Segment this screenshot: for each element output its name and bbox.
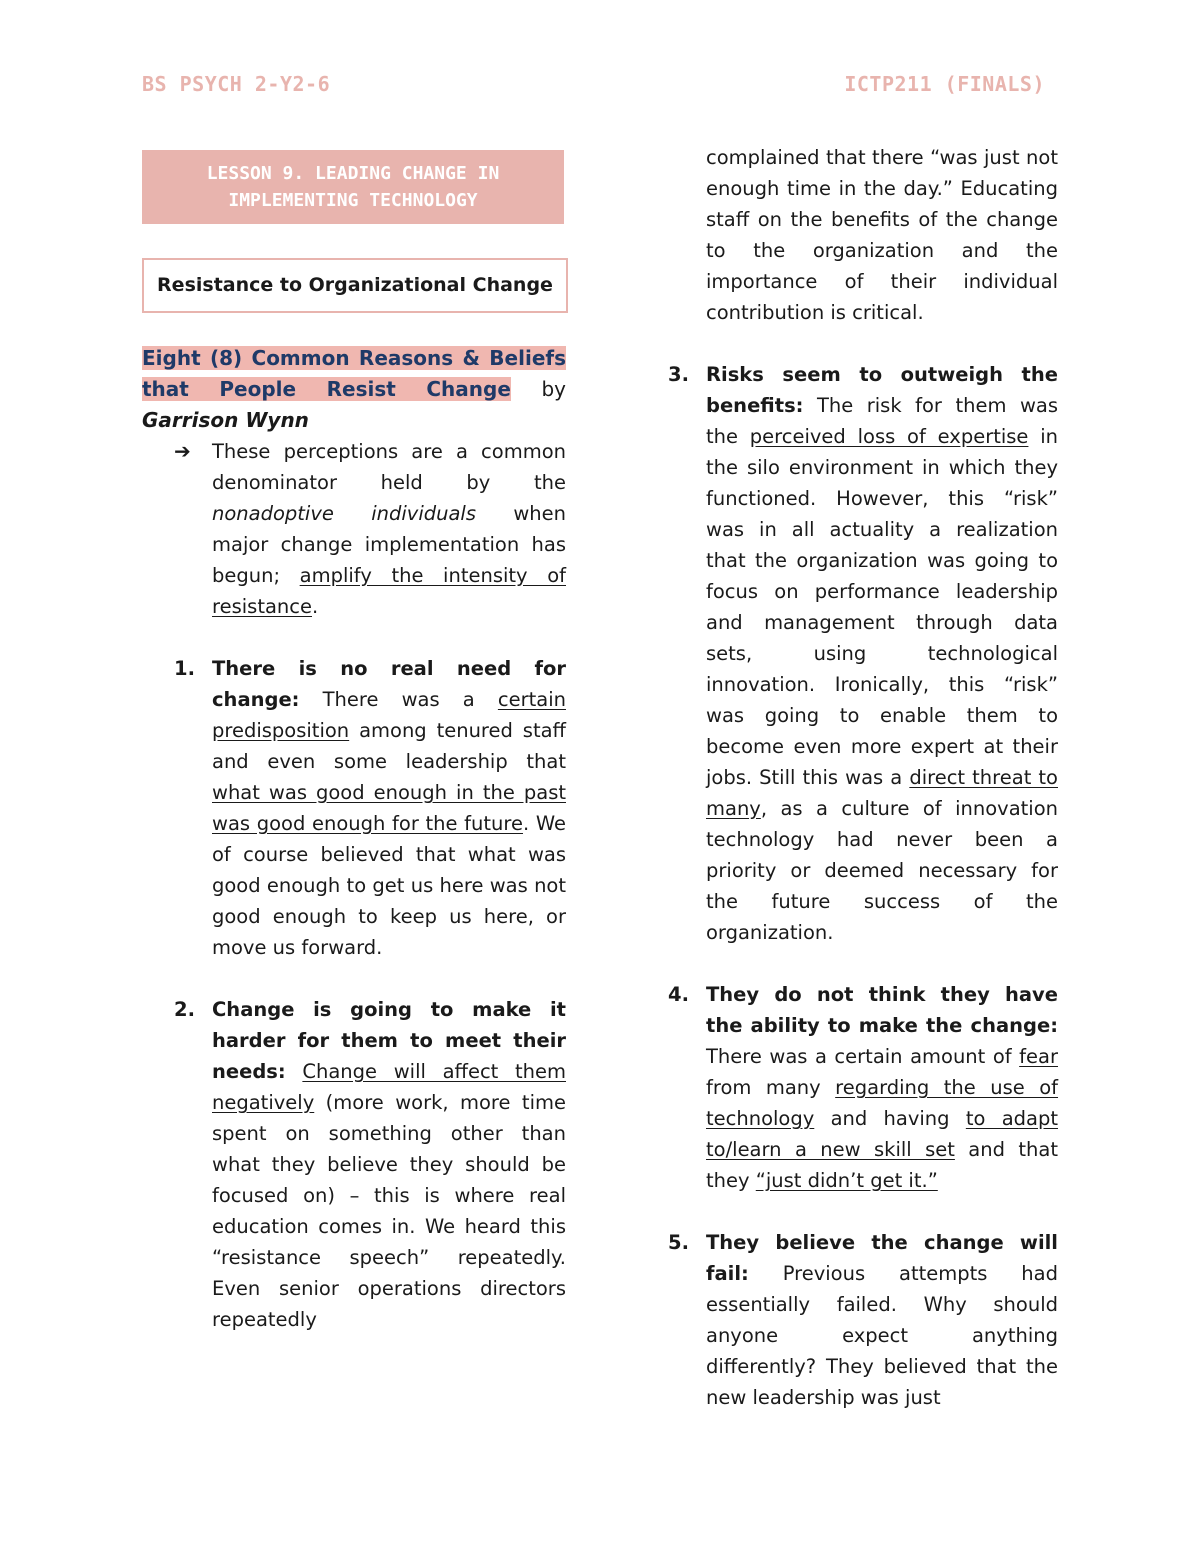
topic-title: Resistance to Organizational Change — [142, 258, 568, 313]
list-item — [668, 359, 1058, 948]
list-item-text: They believe the change will fail: Previous attempts had essentially failed. Why should anyone expect anything differently? They believed that the new leadership was just — [706, 1231, 1058, 1409]
section-heading — [142, 343, 566, 436]
section-by: by — [541, 377, 566, 401]
section-heading-text: Eight (8) Common Reasons & Beliefs that People Resist Change — [142, 346, 566, 401]
list-item-number: 3. — [668, 363, 689, 386]
list-item — [142, 994, 566, 1335]
header-course-code: BS PSYCH 2-Y2-6 — [142, 72, 331, 96]
intro-bullet-text: These perceptions are a common denominator held by the nonadoptive individuals when major change implementation has begun; amplify the intensity of resistance. — [212, 440, 566, 618]
list-item — [668, 1227, 1058, 1413]
list-item-text: Risks seem to outweigh the benefits: The risk for them was the perceived loss of expertise in the silo environment in which they functioned. However, this “risk” was in all actuality a realization that the organization was going to focus on performance leadership and management through data sets, using technological innovation. Ironically, this “risk” was going to enable them to become even more expert at their jobs. Still this was a direct threat to many, as a culture of innovation technology had never been a priority or deemed necessary for the future success of the organization. — [706, 363, 1058, 944]
list-item-number: 5. — [668, 1231, 689, 1254]
list-item-number: 2. — [174, 998, 195, 1021]
right-column — [668, 142, 1058, 1413]
list-item-text: There is no real need for change: There was a certain predisposition among tenured staff and even some leadership that what was good enough in the past was good enough for the future. We of course believed that what was good enough to get us here was not good enough to keep us here, or move us forward. — [212, 657, 566, 959]
list-item — [668, 979, 1058, 1196]
header-subject-code: ICTP211 (FINALS) — [844, 72, 1045, 96]
list-item — [142, 653, 566, 963]
arrow-icon: ➔ — [174, 439, 191, 463]
list-item-number: 4. — [668, 983, 689, 1006]
list-item-text: They do not think they have the ability to make the change: There was a certain amount of fear from many regarding the use of technology and having to adapt to/learn a new skill set and that they “just didn’t get it.” — [706, 983, 1059, 1192]
list-item-continued — [668, 142, 1058, 328]
list-item-text: Change is going to make it harder for them to meet their needs: Change will affect them negatively (more work, more time spent on something other than what they believe they should be focused on) – this is where real education comes in. We heard this “resistance speech” repeatedly. Even senior operations directors repeatedly — [212, 998, 566, 1331]
intro-bullet — [142, 436, 566, 622]
list-item-text: complained that there “was just not enough time in the day.” Educating staff on the benefits of the change to the organization and the importance of their individual contribution is critical. — [706, 146, 1058, 324]
left-column — [142, 150, 566, 1335]
lesson-title: LESSON 9. LEADING CHANGE IN IMPLEMENTING TECHNOLOGY — [142, 150, 564, 224]
list-item-number: 1. — [174, 657, 195, 680]
section-author: Garrison Wynn — [142, 408, 309, 432]
